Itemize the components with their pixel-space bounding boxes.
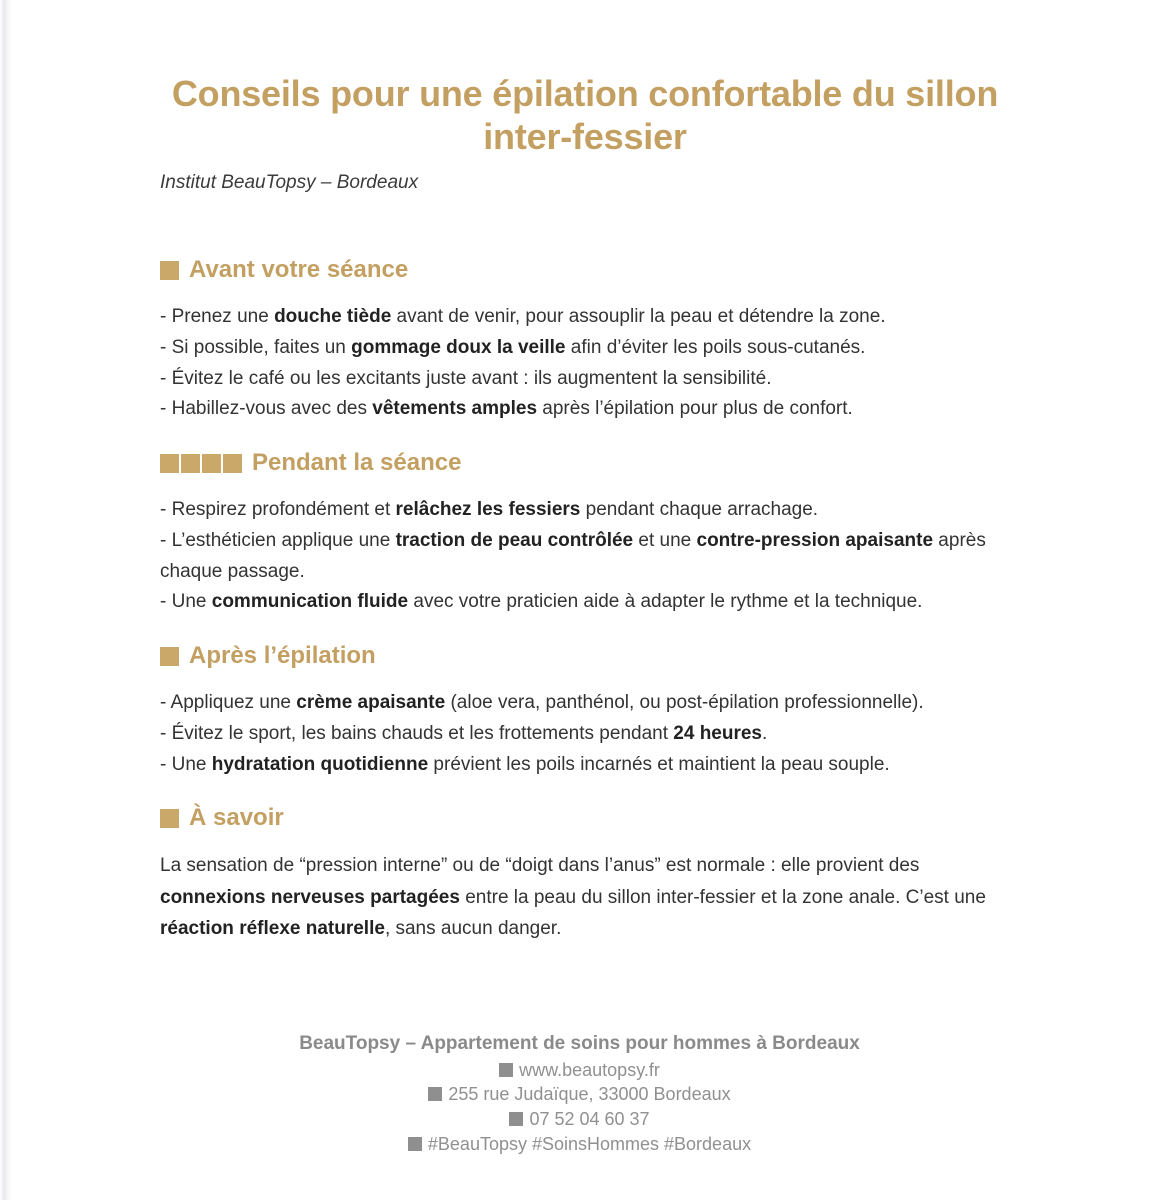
- footer-contact-line[interactable]: [0, 1082, 1159, 1107]
- bullet-item: [160, 364, 1030, 395]
- emphasis-text: vêtements amples: [372, 398, 538, 420]
- page-left-edge: [0, 0, 12, 1200]
- footer-contact-text: 255 rue Judaïque, 33000 Bordeaux: [448, 1084, 731, 1105]
- bullet-item: [160, 302, 1030, 333]
- square-bullet-icon: [160, 809, 179, 828]
- emphasis-text: gommage doux la veille: [351, 336, 566, 358]
- body-text: - Habillez-vous avec des: [160, 398, 373, 420]
- body-text: - Respirez profondément et: [160, 499, 396, 521]
- body-text: - Appliquez une: [160, 692, 297, 714]
- footer-contact-line[interactable]: [0, 1132, 1159, 1157]
- bullet-item: [160, 719, 1030, 750]
- body-text: après l’épilation pour plus de confort.: [537, 398, 853, 420]
- bullet-item: [160, 587, 1030, 618]
- square-bullet-icon: [160, 261, 179, 280]
- body-text: .: [762, 722, 768, 744]
- footer-contact-text: www.beautopsy.fr: [519, 1059, 660, 1080]
- body-text: (aloe vera, panthénol, ou post-épilation professionnelle).: [445, 692, 924, 714]
- document-section: [160, 806, 1030, 945]
- body-text: avec votre praticien aide à adapter le rythme et la technique.: [408, 591, 923, 613]
- body-text: - Évitez le sport, les bains chauds et les frottements pendant: [160, 722, 674, 744]
- bullet-item: [160, 750, 1030, 781]
- footer-contact-text: 07 52 04 60 37: [529, 1109, 650, 1130]
- square-bullet-icon: [499, 1063, 513, 1077]
- body-text: afin d’éviter les poils sous-cutanés.: [565, 336, 866, 358]
- section-heading-label: Pendant la séance: [252, 449, 462, 477]
- emphasis-text: douche tiède: [274, 306, 392, 327]
- body-text: - Évitez le café ou les excitants juste avant : ils augmentent la sensibilité.: [160, 367, 772, 389]
- body-text: prévient les poils incarnés et maintient la peau souple.: [428, 753, 890, 775]
- body-text: après chaque passage.: [160, 529, 986, 582]
- square-bullet-icon: [509, 1112, 523, 1126]
- emphasis-text: crème apaisante: [296, 692, 446, 714]
- square-bullet-icon: [160, 647, 179, 666]
- body-text: - Si possible, faites un: [160, 336, 352, 358]
- footer-contact-line[interactable]: [0, 1058, 1159, 1083]
- document-section: [160, 644, 1030, 780]
- square-bullet-icon: [408, 1137, 422, 1151]
- footer-title: BeauTopsy – Appartement de soins pour hommes à Bordeaux: [299, 1033, 860, 1054]
- section-heading: [160, 806, 1030, 830]
- body-text: et une: [633, 529, 697, 551]
- emphasis-text: hydratation quotidienne: [211, 753, 429, 775]
- emphasis-text: connexions nerveuses partagées: [160, 886, 460, 908]
- bullet-item: [160, 526, 1030, 588]
- square-bullet-icon: [160, 809, 179, 828]
- bullet-item: [160, 333, 1030, 364]
- footer-contact-line[interactable]: [0, 1107, 1159, 1132]
- section-heading-label: À savoir: [189, 804, 284, 832]
- square-bullet-icon: [160, 261, 179, 280]
- square-bullet-icon: [160, 647, 179, 666]
- emphasis-text: 24 heures: [673, 722, 763, 744]
- document-footer: [0, 1030, 1159, 1157]
- body-text: - Une: [160, 591, 212, 613]
- footer-contact-text: #BeauTopsy #SoinsHommes #Bordeaux: [427, 1134, 752, 1155]
- square-bullet-icon: [181, 454, 200, 473]
- document-section: [160, 258, 1030, 425]
- body-text: - Une: [160, 753, 212, 775]
- document-section: [160, 451, 1030, 618]
- body-text: - L’esthéticien applique une: [160, 529, 396, 551]
- bullet-item: [160, 688, 1030, 719]
- section-heading-label: Avant votre séance: [189, 256, 409, 283]
- emphasis-text: réaction réflexe naturelle: [160, 918, 385, 940]
- square-bullet-icon: [160, 454, 179, 473]
- section-heading: [160, 258, 1030, 282]
- section-heading-label: Après l’épilation: [189, 642, 376, 670]
- bullet-item: [160, 495, 1030, 526]
- document-subtitle: Institut BeauTopsy – Bordeaux: [160, 172, 419, 193]
- document-body: [160, 258, 1030, 971]
- emphasis-text: communication fluide: [211, 591, 409, 613]
- footer-contact-list: [0, 1058, 1159, 1157]
- body-text: pendant chaque arrachage.: [580, 499, 819, 521]
- body-text: - Prenez une: [160, 306, 275, 327]
- emphasis-text: contre-pression apaisante: [696, 529, 934, 551]
- emphasis-text: relâchez les fessiers: [395, 499, 581, 521]
- square-bullet-icon: [202, 454, 221, 473]
- body-text: , sans aucun danger.: [384, 918, 562, 940]
- note-paragraph: [160, 850, 1030, 945]
- square-bullet-icon: [223, 454, 242, 473]
- body-text: entre la peau du sillon inter-fessier et la zone anale. C’est une: [459, 886, 986, 908]
- section-heading: [160, 644, 1030, 668]
- page-title: Conseils pour une épilation confortable du sillon inter-fessier: [171, 73, 999, 158]
- bullet-item: [160, 394, 1030, 425]
- square-bullet-icon: [160, 454, 242, 473]
- section-heading: [160, 451, 1030, 475]
- emphasis-text: traction de peau contrôlée: [395, 529, 634, 551]
- square-bullet-icon: [428, 1087, 442, 1101]
- body-text: avant de venir, pour assouplir la peau et détendre la zone.: [391, 306, 886, 327]
- body-text: La sensation de “pression interne” ou de “doigt dans l’anus” est normale : elle provient des: [160, 855, 920, 877]
